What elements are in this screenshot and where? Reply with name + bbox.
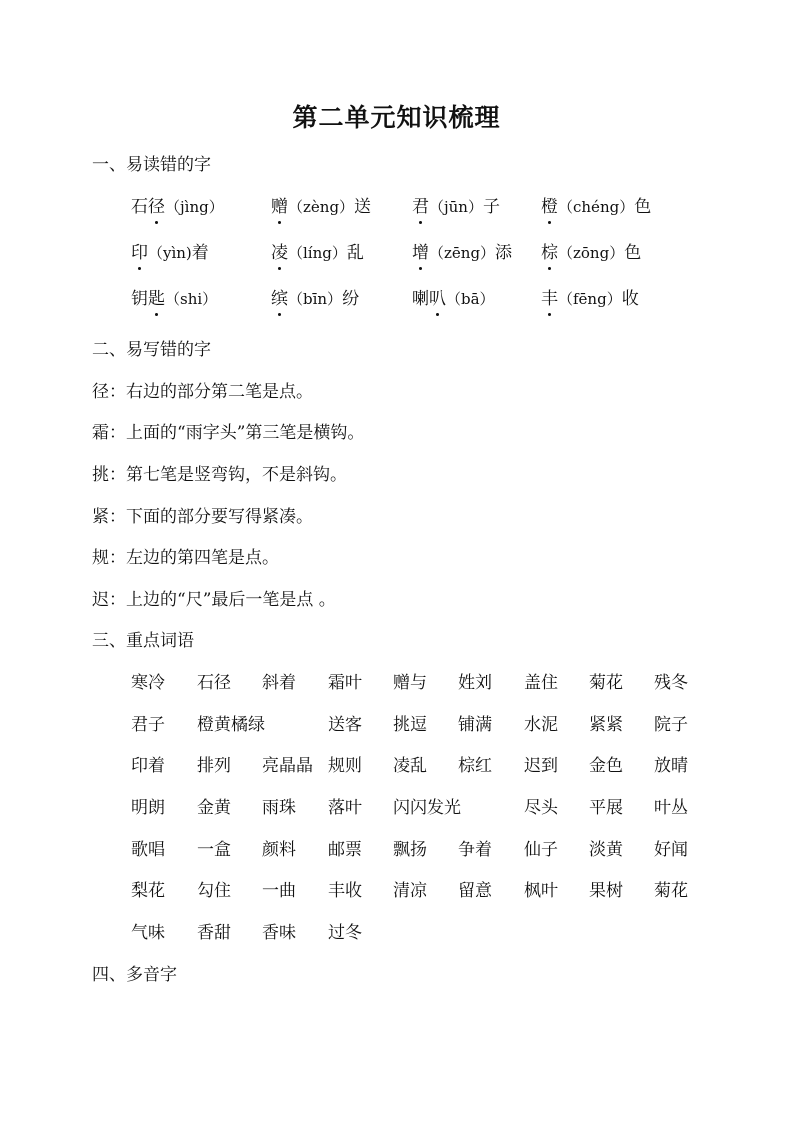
vocabulary-word: 好闻 [654,840,688,860]
emphasized-character: 君 [412,192,429,217]
vocabulary-word: 斜着 [262,673,296,693]
character-text: 添 [495,243,513,263]
vocabulary-word: 气味 [131,923,165,943]
character-text: 着 [191,243,209,263]
vocabulary-word: 闪闪发光 [393,798,461,818]
vocabulary-word: 金黄 [197,798,231,818]
character-text: 石 [131,197,148,217]
vocabulary-word: 石径 [197,673,231,693]
pinyin-entry [131,192,224,217]
emphasized-character: 棕 [541,238,558,263]
pinyin-entry [271,192,371,217]
pinyin-entry [412,284,495,309]
pinyin-text: （bīn） [288,290,343,308]
vocabulary-word: 争着 [458,840,492,860]
writing-note: 紧：下面的部分要写得紧凑。 [92,507,313,527]
vocabulary-word: 排列 [197,756,231,776]
vocabulary-word: 铺满 [458,715,492,735]
pinyin-text: （yìn) [148,244,192,262]
vocabulary-word: 寒冷 [131,673,165,693]
vocabulary-word: 落叶 [328,798,362,818]
vocabulary-word: 过冬 [328,923,362,943]
character-text: 送 [354,197,372,217]
section-heading-4: 四、多音字 [92,965,177,985]
character-text: 色 [624,243,642,263]
vocabulary-word: 香甜 [197,923,231,943]
pinyin-entry [412,192,500,217]
vocabulary-word: 歌唱 [131,840,165,860]
writing-note: 径：右边的部分第二笔是点。 [92,382,313,402]
pinyin-text: （zōng） [558,244,625,262]
vocabulary-word: 霜叶 [328,673,362,693]
section-heading-2: 二、易写错的字 [92,340,211,360]
pinyin-entry [541,284,639,309]
vocabulary-word: 颜料 [262,840,296,860]
vocabulary-word: 盖住 [524,673,558,693]
character-text: 乱 [346,243,364,263]
emphasized-character: 印 [131,238,148,263]
writing-note: 挑：第七笔是竖弯钩，不是斜钩。 [92,465,347,485]
pinyin-text: （jūn） [429,198,483,216]
emphasized-character: 匙 [148,284,165,309]
emphasized-character: 径 [148,192,165,217]
vocabulary-word: 菊花 [654,881,688,901]
emphasized-character: 缤 [271,284,288,309]
vocabulary-word: 亮晶晶 [262,756,313,776]
vocabulary-word: 平展 [589,798,623,818]
vocabulary-word: 院子 [654,715,688,735]
writing-note: 霜：上面的“雨字头”第三笔是横钩。 [92,423,365,443]
vocabulary-word: 留意 [458,881,492,901]
pinyin-entry [131,238,209,263]
vocabulary-word: 雨珠 [262,798,296,818]
vocabulary-word: 送客 [328,715,362,735]
vocabulary-word: 果树 [589,881,623,901]
pinyin-text: （bā） [446,290,495,308]
character-text: 收 [621,289,639,309]
pinyin-text: （chéng） [558,198,635,216]
character-text: 喇 [412,289,429,309]
character-text: 钥 [131,289,148,309]
vocabulary-word: 赠与 [393,673,427,693]
pinyin-entry [131,284,217,309]
writing-note: 迟：上边的“尺”最后一笔是点 。 [92,590,336,610]
vocabulary-word: 邮票 [328,840,362,860]
vocabulary-word: 姓刘 [458,673,492,693]
vocabulary-word: 规则 [328,756,362,776]
vocabulary-word: 飘扬 [393,840,427,860]
vocabulary-word: 挑逗 [393,715,427,735]
vocabulary-word: 菊花 [589,673,623,693]
vocabulary-word: 勾住 [197,881,231,901]
vocabulary-word: 迟到 [524,756,558,776]
pinyin-text: （zēng） [429,244,496,262]
vocabulary-word: 棕红 [458,756,492,776]
pinyin-text: （líng） [288,244,347,262]
page-title: 第二单元知识梳理 [292,103,501,132]
emphasized-character: 增 [412,238,429,263]
pinyin-text: （shi） [165,290,218,308]
character-text: 子 [482,197,500,217]
vocabulary-word: 一盒 [197,840,231,860]
vocabulary-word: 清凉 [393,881,427,901]
vocabulary-word: 印着 [131,756,165,776]
vocabulary-word: 水泥 [524,715,558,735]
vocabulary-word: 尽头 [524,798,558,818]
vocabulary-word: 残冬 [654,673,688,693]
vocabulary-word: 放晴 [654,756,688,776]
section-heading-1: 一、易读错的字 [92,155,211,175]
vocabulary-word: 梨花 [131,881,165,901]
vocabulary-word: 淡黄 [589,840,623,860]
vocabulary-word: 橙黄橘绿 [197,715,265,735]
pinyin-text: （jìng） [165,198,224,216]
vocabulary-word: 仙子 [524,840,558,860]
character-text: 色 [634,197,652,217]
section-heading-3: 三、重点词语 [92,631,194,651]
pinyin-text: （zèng） [288,198,355,216]
vocabulary-word: 香味 [262,923,296,943]
emphasized-character: 叭 [429,284,446,309]
writing-note: 规：左边的第四笔是点。 [92,548,279,568]
pinyin-entry [412,238,512,263]
emphasized-character: 赠 [271,192,288,217]
pinyin-entry [541,192,651,217]
emphasized-character: 丰 [541,284,558,309]
vocabulary-word: 丰收 [328,881,362,901]
vocabulary-word: 叶丛 [654,798,688,818]
pinyin-entry [271,238,364,263]
pinyin-entry [541,238,641,263]
vocabulary-word: 明朗 [131,798,165,818]
emphasized-character: 橙 [541,192,558,217]
character-text: 纷 [342,289,360,309]
vocabulary-word: 君子 [131,715,165,735]
vocabulary-word: 凌乱 [393,756,427,776]
emphasized-character: 凌 [271,238,288,263]
vocabulary-word: 金色 [589,756,623,776]
pinyin-text: （fēng） [558,290,622,308]
vocabulary-word: 枫叶 [524,881,558,901]
vocabulary-word: 一曲 [262,881,296,901]
pinyin-entry [271,284,359,309]
vocabulary-word: 紧紧 [589,715,623,735]
